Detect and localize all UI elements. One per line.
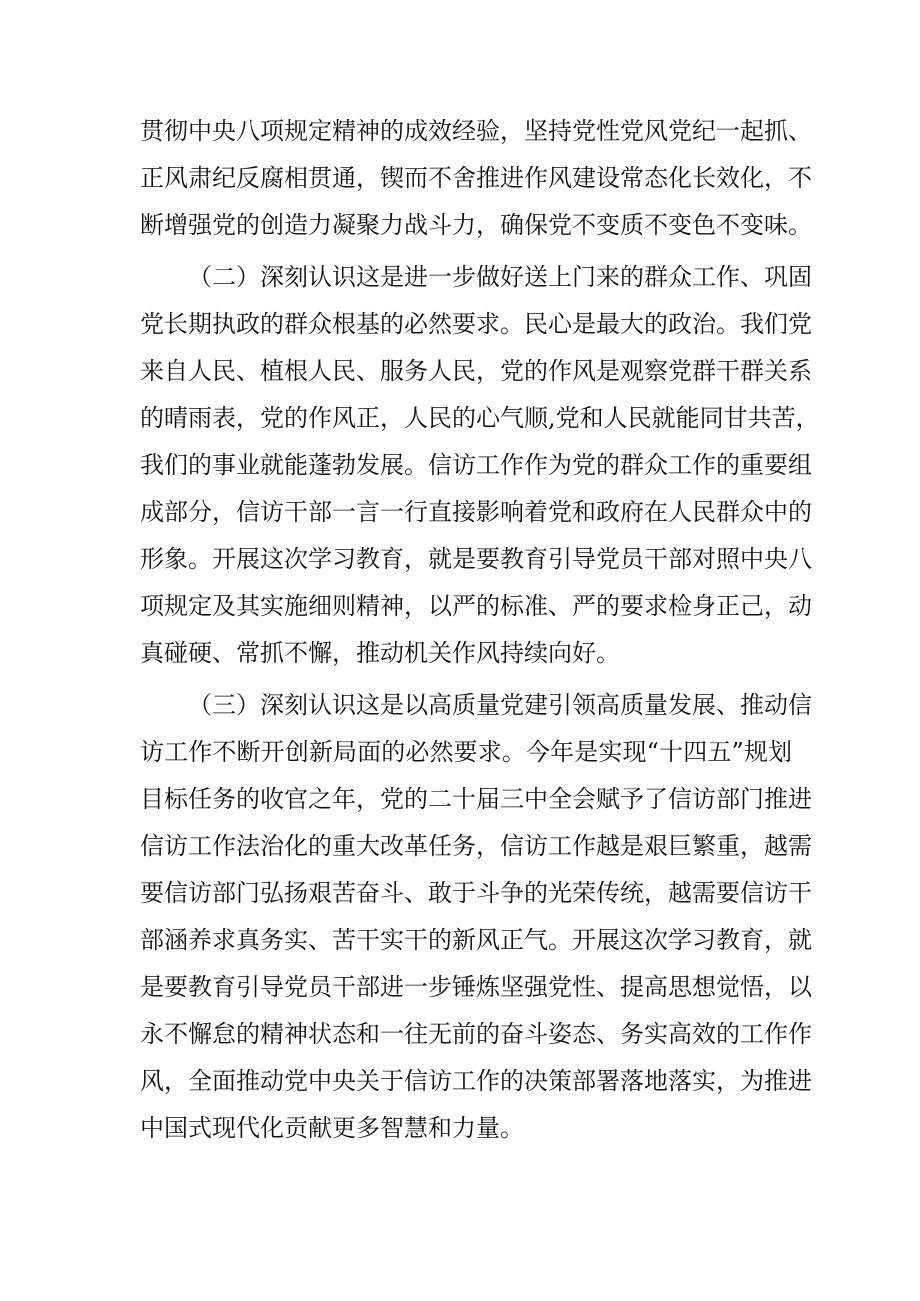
paragraph-3 <box>140 682 812 1152</box>
paragraph-line: 访工作不断开创新局面的必然要求。今年是实现“十四五”规划 <box>140 738 792 766</box>
paragraph-line: 中国式现代化贡献更多智慧和力量。 <box>140 1114 524 1142</box>
paragraph-line: 我们的事业就能蓬勃发展。信访工作作为党的群众工作的重要组 <box>140 451 812 479</box>
paragraph-line: （二）深刻认识这是进一步做好送上门来的群众工作、巩固 <box>188 263 812 291</box>
paragraph-line: 目标任务的收官之年，党的二十届三中全会赋予了信访部门推进 <box>140 785 812 813</box>
document-body <box>140 108 820 1152</box>
paragraph-line: 党长期执政的群众根基的必然要求。民心是最大的政治。我们党 <box>140 310 812 338</box>
paragraph-line: 永不懈怠的精神状态和一往无前的奋斗姿态、务实高效的工作作 <box>140 1020 812 1048</box>
paragraph-line: 断增强党的创造力凝聚力战斗力，确保党不变质不变色不变味。 <box>140 211 812 239</box>
paragraph-line: 风，全面推动党中央关于信访工作的决策部署落地落实，为推进 <box>140 1067 812 1095</box>
paragraph-line: 项规定及其实施细则精神，以严的标准、严的要求检身正己，动 <box>140 592 812 620</box>
paragraph-line: 是要教育引导党员干部进一步锤炼坚强党性、提高思想觉悟，以 <box>140 973 812 1001</box>
paragraph-2 <box>140 254 820 677</box>
paragraph-1 <box>140 108 812 249</box>
paragraph-line: 形象。开展这次学习教育，就是要教育引导党员干部对照中央八 <box>140 545 812 573</box>
paragraph-line: 信访工作法治化的重大改革任务，信访工作越是艰巨繁重，越需 <box>140 832 812 860</box>
paragraph-line: 要信访部门弘扬艰苦奋斗、敢于斗争的光荣传统，越需要信访干 <box>140 879 812 907</box>
paragraph-line: 真碰硬、常抓不懈，推动机关作风持续向好。 <box>140 639 620 667</box>
paragraph-line: （三）深刻认识这是以高质量党建引领高质量发展、推动信 <box>188 691 812 719</box>
paragraph-line: 贯彻中央八项规定精神的成效经验，坚持党性党风党纪一起抓、 <box>140 117 812 145</box>
paragraph-line: 部涵养求真务实、苦干实干的新风正气。开展这次学习教育，就 <box>140 926 812 954</box>
paragraph-line: 来自人民、植根人民、服务人民，党的作风是观察党群干群关系 <box>140 357 812 385</box>
paragraph-line: 成部分，信访干部一言一行直接影响着党和政府在人民群众中的 <box>140 498 812 526</box>
paragraph-line: 正风肃纪反腐相贯通，锲而不舍推进作风建设常态化长效化，不 <box>140 164 812 192</box>
paragraph-line: 的晴雨表，党的作风正，人民的心气顺,党和人民就能同甘共苦， <box>140 404 820 432</box>
